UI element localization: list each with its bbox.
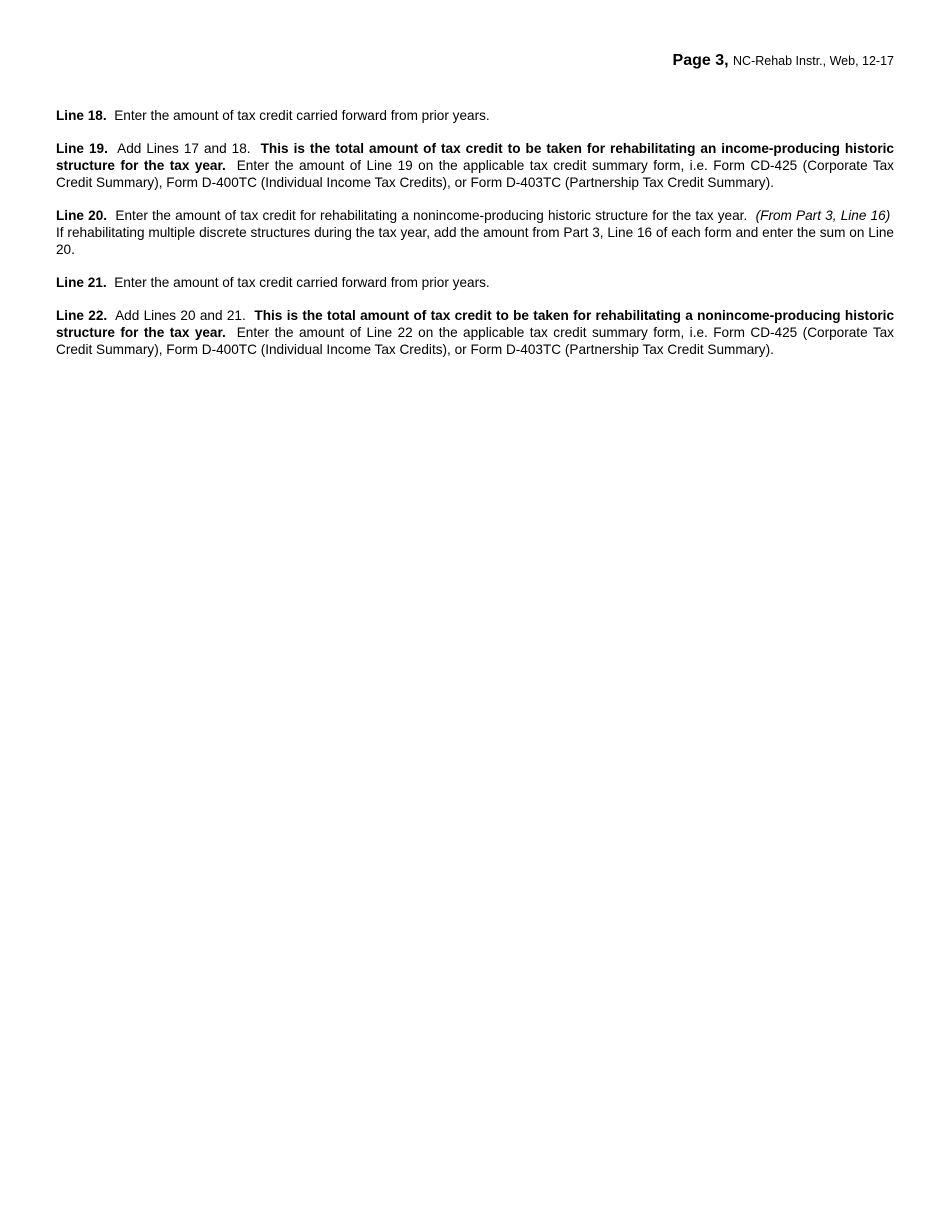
line-emphasis: This is the total amount of tax credit to be taken for rehabilitating an income-producing historic structure for the tax year.: [56, 141, 894, 174]
line-reference: (From Part 3, Line 16): [755, 208, 891, 224]
line-text: Enter the amount of Line 22 on the applicable tax credit summary form, i.e. Form CD-425 (Corporate Tax Credit Summary), Form D-400TC (Individual Income Tax Credits), or Form D-403TC (Partnership Tax Credit Summary).: [56, 325, 894, 357]
line-label: Line 22.: [56, 308, 108, 324]
line-intro: Add Lines 17 and 18.: [117, 141, 251, 157]
line-label: Line 20.: [56, 208, 108, 224]
instructions-body: [56, 108, 894, 375]
line-text: If rehabilitating multiple discrete structures during the tax year, add the amount from Part 3, Line 16 of each form and enter the sum on Line 20.: [56, 224, 894, 257]
page-number: Page 3,: [672, 52, 729, 69]
line-label: Line 21.: [56, 274, 107, 290]
page-header: [673, 52, 894, 70]
line-18-instruction: [56, 108, 894, 125]
line-text: Enter the amount of tax credit carried forward from prior years.: [114, 274, 490, 290]
form-identifier: NC-Rehab Instr., Web, 12-17: [733, 54, 894, 68]
line-21-instruction: [56, 275, 894, 292]
line-intro: Enter the amount of tax credit for rehabilitating a nonincome-producing historic structure for the tax year.: [115, 208, 748, 224]
line-label: Line 18.: [56, 108, 107, 123]
line-emphasis: This is the total amount of tax credit to be taken for rehabilitating a nonincome-producing historic structure for the tax year.: [56, 308, 895, 341]
line-19-instruction: [56, 141, 894, 191]
line-20-instruction: [56, 208, 894, 258]
line-label: Line 19.: [56, 141, 108, 157]
line-text: Enter the amount of Line 19 on the applicable tax credit summary form, i.e. Form CD-425 (Corporate Tax Credit Summary), Form D-400TC (Individual Income Tax Credits), or Form D-403TC (Partnership Tax Credit Summary).: [56, 158, 894, 190]
line-intro: Add Lines 20 and 21.: [115, 308, 246, 324]
line-text: Enter the amount of tax credit carried forward from prior years.: [114, 108, 490, 123]
line-22-instruction: [56, 308, 894, 358]
